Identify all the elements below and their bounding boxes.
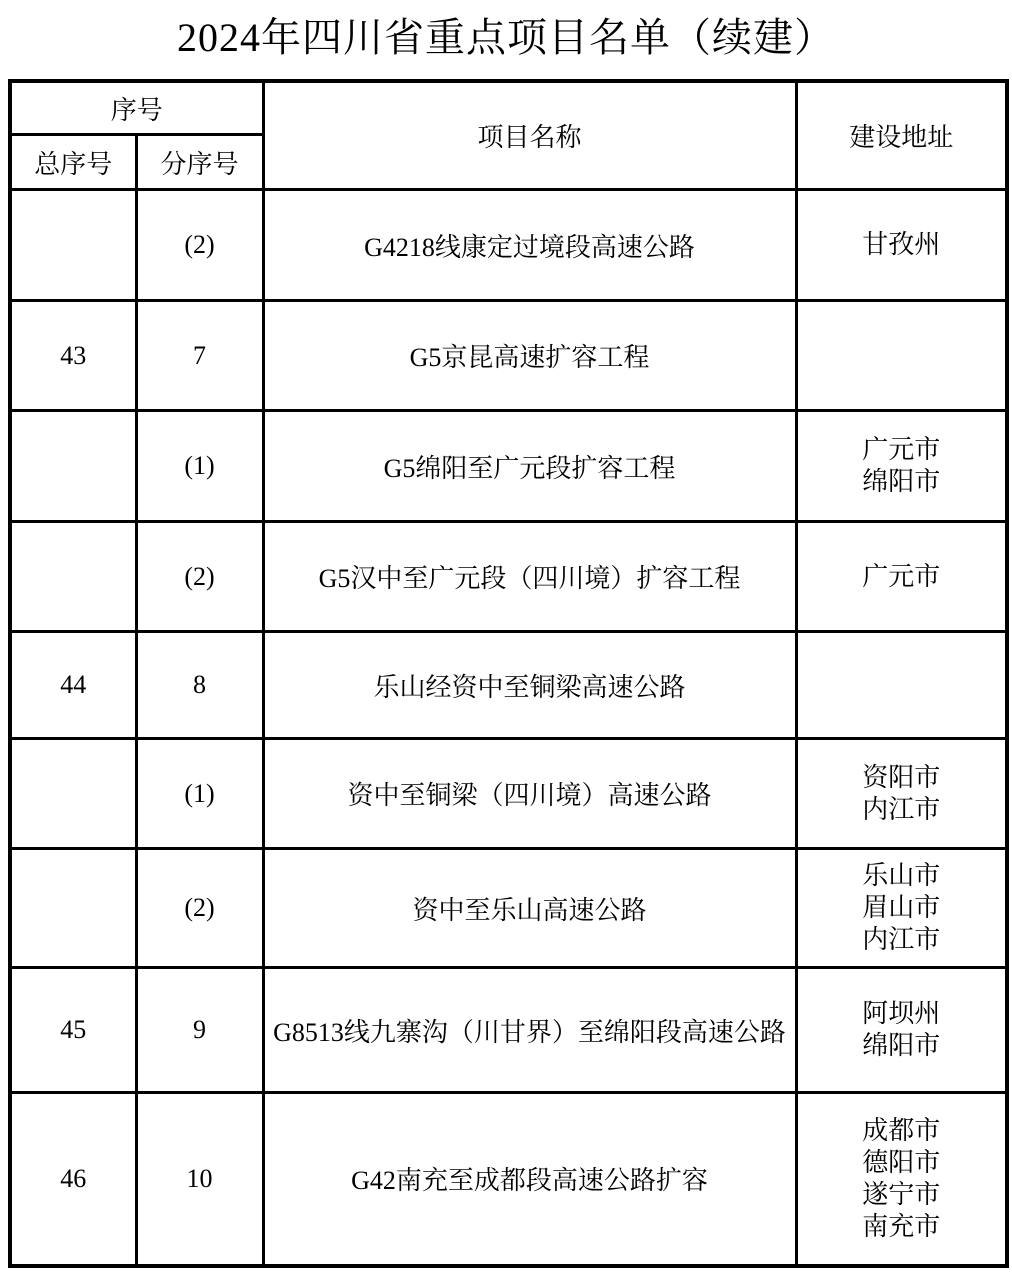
cell-project-name: 资中至铜梁（四川境）高速公路: [263, 739, 796, 849]
cell-total-seq: [10, 411, 136, 522]
location-line: 内江市: [862, 794, 941, 824]
location-line: 绵阳市: [862, 467, 941, 496]
cell-total-seq: [10, 739, 136, 849]
cell-sub-seq: (1): [136, 411, 263, 522]
cell-project-name: 资中至乐山高速公路: [263, 849, 796, 968]
cell-sub-seq: 8: [136, 632, 263, 739]
header-seq-group: 序号: [10, 81, 263, 135]
location-line: 内江市: [862, 925, 941, 954]
cell-location: [796, 739, 1007, 849]
table-row: [10, 632, 1007, 739]
location-line: 乐山市: [862, 861, 941, 890]
location-line: 眉山市: [862, 893, 941, 922]
cell-location: [796, 968, 1007, 1093]
table-row: [10, 968, 1007, 1093]
location-line: 广元市: [862, 435, 941, 464]
cell-project-name: G4218线康定过境段高速公路: [263, 190, 796, 301]
cell-project-name: G42南充至成都段高速公路扩容: [263, 1093, 796, 1266]
cell-total-seq: 43: [10, 301, 136, 411]
cell-total-seq: 44: [10, 632, 136, 739]
location-line: 甘孜州: [862, 230, 941, 259]
cell-sub-seq: 7: [136, 301, 263, 411]
projects-table: [8, 79, 1009, 1268]
header-project-name: 项目名称: [263, 81, 796, 190]
table-row: [10, 301, 1007, 411]
cell-sub-seq: (2): [136, 849, 263, 968]
page-title: 2024年四川省重点项目名单（续建）: [177, 15, 835, 60]
cell-sub-seq: (2): [136, 522, 263, 632]
table-row: [10, 1093, 1007, 1266]
location-line: 绵阳市: [862, 1031, 941, 1060]
location-line: 广元市: [862, 561, 941, 591]
table-row: [10, 411, 1007, 522]
cell-project-name: G5汉中至广元段（四川境）扩容工程: [263, 522, 796, 632]
cell-project-name: G5绵阳至广元段扩容工程: [263, 411, 796, 522]
table-header: [10, 81, 1007, 190]
table-row: [10, 739, 1007, 849]
table-row: [10, 190, 1007, 301]
location-line: 南充市: [862, 1211, 941, 1241]
cell-sub-seq: 9: [136, 968, 263, 1093]
header-location: 建设地址: [796, 81, 1007, 190]
location-line: 资阳市: [862, 762, 941, 792]
table-row: [10, 522, 1007, 632]
cell-project-name: G5京昆高速扩容工程: [263, 301, 796, 411]
header-total-seq: 总序号: [10, 135, 136, 190]
table-row: [10, 849, 1007, 968]
cell-location: [796, 522, 1007, 632]
cell-total-seq: [10, 522, 136, 632]
cell-total-seq: [10, 849, 136, 968]
cell-location: [796, 411, 1007, 522]
location-line: 成都市: [862, 1115, 941, 1145]
location-line: 德阳市: [862, 1147, 941, 1177]
location-line: 遂宁市: [862, 1179, 941, 1209]
cell-total-seq: [10, 190, 136, 301]
location-line: 阿坝州: [862, 999, 941, 1028]
cell-location: [796, 849, 1007, 968]
cell-location: [796, 632, 1007, 739]
cell-total-seq: 46: [10, 1093, 136, 1266]
cell-location: [796, 1093, 1007, 1266]
table-body: [10, 190, 1007, 1266]
cell-sub-seq: (2): [136, 190, 263, 301]
cell-project-name: 乐山经资中至铜梁高速公路: [263, 632, 796, 739]
cell-project-name: G8513线九寨沟（川甘界）至绵阳段高速公路: [263, 968, 796, 1093]
header-sub-seq: 分序号: [136, 135, 263, 190]
cell-sub-seq: 10: [136, 1093, 263, 1266]
cell-total-seq: 45: [10, 968, 136, 1093]
cell-location: [796, 301, 1007, 411]
cell-sub-seq: (1): [136, 739, 263, 849]
cell-location: [796, 190, 1007, 301]
